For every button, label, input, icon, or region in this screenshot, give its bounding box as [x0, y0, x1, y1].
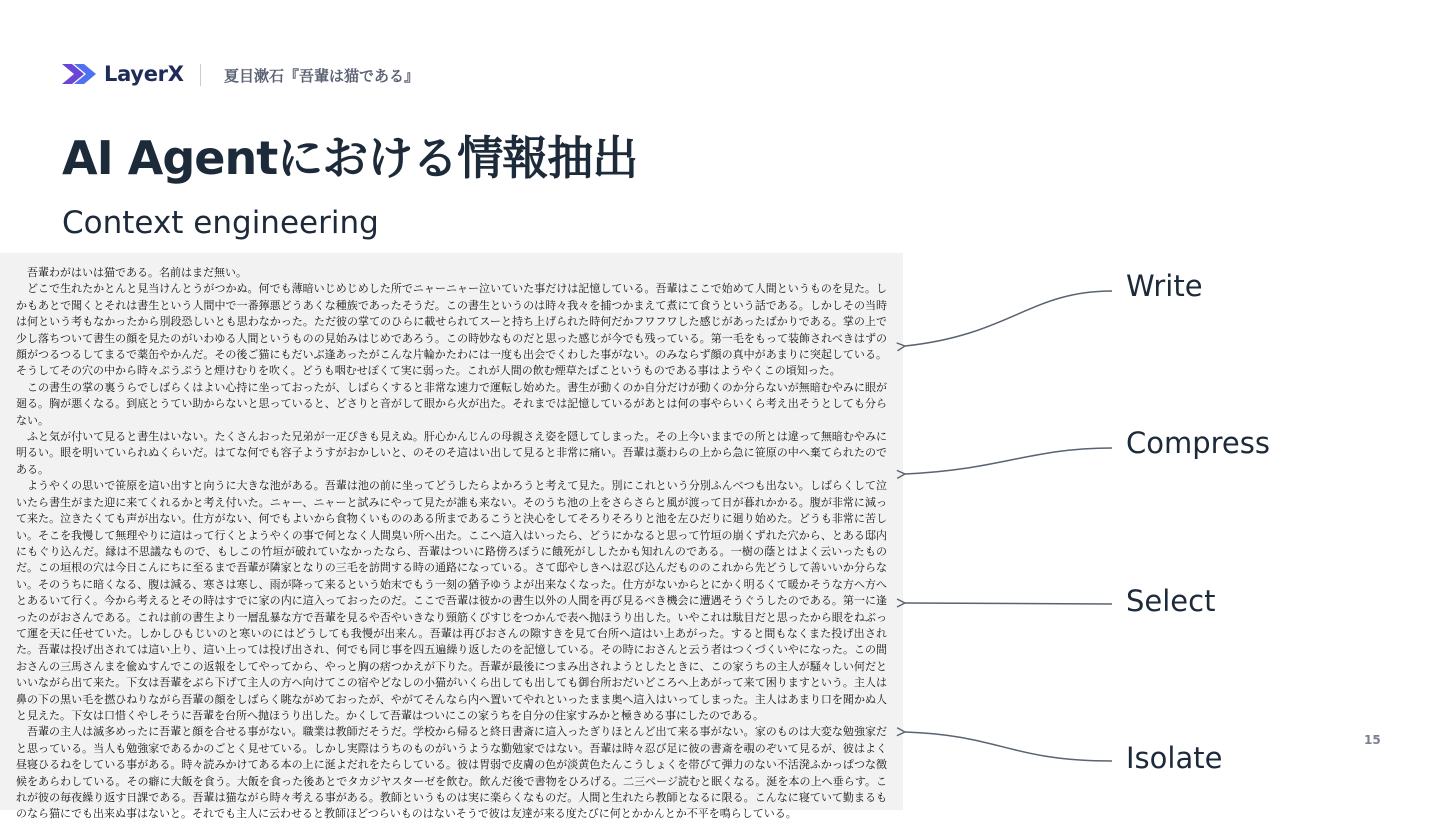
- layerx-logo: [62, 60, 184, 88]
- compress-arrow: [905, 448, 1112, 474]
- label-write: Write: [1126, 269, 1203, 303]
- section-subtitle: Context engineering: [62, 205, 379, 241]
- document-paragraph: ふと気が付いて見ると書生はいない。たくさんおった兄弟が一疋ぴきも見えぬ。肝心かんじんの母親さえ姿を隠してしまった。その上今いままでの所とは違って無暗むやみに明るい。眼を明いていられぬくらいだ。はてな何でも容子ようすがおかしいと、のそのそ這はい出して見ると非常に痛い。吾輩は藁わらの上から急に笹原の中へ棄てられたのである。: [16, 430, 887, 476]
- label-select: Select: [1126, 584, 1216, 618]
- isolate-arrow: [905, 732, 1112, 761]
- page-number: 15: [1364, 733, 1381, 747]
- label-isolate: Isolate: [1126, 741, 1223, 775]
- select-arrow: [905, 603, 1112, 604]
- logo-wordmark: LayerX: [104, 62, 184, 86]
- header-subtitle: 夏目漱石『吾輩は猫である』: [224, 67, 420, 85]
- document-text-panel: [0, 253, 903, 821]
- document-paragraph: どこで生れたかとんと見当けんとうがつかぬ。何でも薄暗いじめじめした所でニャーニャー泣いていた事だけは記憶している。吾輩はここで始めて人間というものを見た。しかもあとで聞くとそれは書生という人間中で一番獰悪どうあくな種族であったそうだ。この書生というのは時々我々を捕つかまえて煮にて食うという話である。しかしその当時は何という考もなかったから別段恐しいとも思わなかった。ただ彼の掌てのひらに載せられてスーと持ち上げられた時何だかフワフワした感じがあったばかりである。掌の上で少し落ちついて書生の顔を見たのがいわゆる人間というものの見始みはじめであろう。この時妙なものだと思った感じが今でも残っている。第一毛をもって装飾されべきはずの顔がつるつるしてまるで薬缶やかんだ。その後ご猫にもだいぶ逢あったがこんな片輪かたわには一度も出会でくわした事がない。のみならず顔の真中があまりに突起している。そうしてその穴の中から時々ぷうぷうと煙けむりを吹く。どうも咽むせぽくて実に弱った。これが人間の飲む煙草たばこというものである事はようやくこの頃知った。: [16, 282, 887, 378]
- header-divider: [200, 64, 201, 86]
- document-paragraph: ようやくの思いで笹原を這い出すと向うに大きな池がある。吾輩は池の前に坐ってどうしたらよかろうと考えて見た。別にこれという分別ふんべつも出ない。しばらくして泣いたら書生がまた迎に来てくれるかと考え付いた。ニャー、ニャーと試みにやって見たが誰も来ない。そのうち池の上をさらさらと風が渡って日が暮れかかる。腹が非常に減って来た。泣きたくても声が出ない。仕方がない、何でもよいから食物くいもののある所まであるこうと決心をしてそろりそろりと池を左ひだりに廻り始めた。どうも非常に苦しい。そこを我慢して無理やりに這はって行くとようやくの事で何となく人間臭い所へ出た。ここへ這入はいったら、どうにかなると思って竹垣の崩くずれた穴から、とある邸内にもぐり込んだ。縁は不思議なもので、もしこの竹垣が破れていなかったなら、吾輩はついに路傍ろぼうに餓死がししたかも知れんのである。一樹の蔭とはよく云いったものだ。この垣根の穴は今日こんにちに至るまで吾輩が隣家となりの三毛を訪問する時の通路になっている。さて邸やしきへは忍び込んだもののこれから先どうして善いいか分らない。そのうちに暗くなる、腹は減る、寒さは寒し、雨が降って来るという始末でもう一刻の猶予ゆうよが出来なくなった。仕方がないからとにかく明るくて暖かそうな方へ方へとあるいて行く。今から考えるとその時はすでに家の内に這入っておったのだ。ここで吾輩は彼かの書生以外の人間を再び見るべき機会に遭遇そうぐうしたのである。第一に逢ったのがおさんである。これは前の書生より一層乱暴な方で吾輩を見るや否やいきなり頸筋くびすじをつかんで表へ抛ほうり出した。いやこれは駄目だと思ったから眼をねぶって運を天に任せていた。しかしひもじいのと寒いのにはどうしても我慢が出来ん。吾輩は再びおさんの隙すきを見て台所へ這はい上あがった。すると間もなくまた投げ出された。吾輩は投げ出されては這い上り、這い上っては投げ出され、何でも同じ事を四五遍繰り返したのを記憶している。その時におさんと云う者はつくづくいやになった。この間おさんの三馬さんまを偸ぬすんでこの返報をしてやってから、やっと胸の痞つかえが下りた。吾輩が最後につまみ出されようとしたときに、この家うちの主人が騒々しい何だといいながら出て来た。下女は吾輩をぶら下げて主人の方へ向けてこの宿やどなしの小猫がいくら出しても出しても御台所おだいどころへ上あがって来て困りますという。主人は鼻の下の黒い毛を撚ひねりながら吾輩の顔をしばらく眺ながめておったが、やがてそんなら内へ置いてやれといったまま奥へ這入はいってしまった。主人はあまり口を聞かぬ人と見えた。下女は口惜くやしそうに吾輩を台所へ抛ほうり出した。かくして吾輩はついにこの家うちを自分の住家すみかと極きめる事にしたのである。: [16, 479, 887, 722]
- write-arrow: [905, 291, 1112, 346]
- document-paragraph: 吾輩の主人は滅多めったに吾輩と顔を合せる事がない。職業は教師だそうだ。学校から帰ると終日書斎に這入ったぎりほとんど出て来る事がない。家のものは大変な勉強家だと思っている。当人も勉強家であるかのごとく見せている。しかし実際はうちのものがいうような勤勉家ではない。吾輩は時々忍び足に彼の書斎を覗のぞいて見るが、彼はよく昼寝ひるねをしている事がある。時々読みかけてある本の上に涎よだれをたらしている。彼は胃弱で皮膚の色が淡黄色たんこうしょくを帯びて弾力のない不活溌ふかっぱつな徴候をあらわしている。その癖に大飯を食う。大飯を食った後あとでタカジヤスターゼを飲む。飲んだ後で書物をひろげる。二三ページ読むと眠くなる。涎を本の上へ垂らす。これが彼の毎夜繰り返す日課である。吾輩は猫ながら時々考える事がある。教師というものは実に楽らくなものだ。人間と生れたら教師となるに限る。こんなに寝ていて勤まるものなら猫にでも出来ぬ事はないと。それでも主人に云わせると教師ほどつらいものはないそうで彼は友達が来る度たびに何とかかんとか不平を鳴らしている。: [16, 725, 887, 821]
- document-paragraph: この書生の掌の裏うらでしばらくはよい心持に坐っておったが、しばらくすると非常な速力で運転し始めた。書生が動くのか自分だけが動くのか分らないが無暗むやみに眼が廻る。胸が悪くなる。到底とうてい助からないと思っていると、どさりと音がして眼から火が出た。それまでは記憶しているがあとは何の事やらいくら考え出そうとしても分らない。: [16, 380, 887, 427]
- layerx-logo-icon: [62, 60, 96, 88]
- label-compress: Compress: [1126, 426, 1270, 460]
- page-title: AI Agentにおける情報抽出: [62, 131, 638, 185]
- document-paragraph: 吾輩わがはいは猫である。名前はまだ無い。: [27, 266, 247, 279]
